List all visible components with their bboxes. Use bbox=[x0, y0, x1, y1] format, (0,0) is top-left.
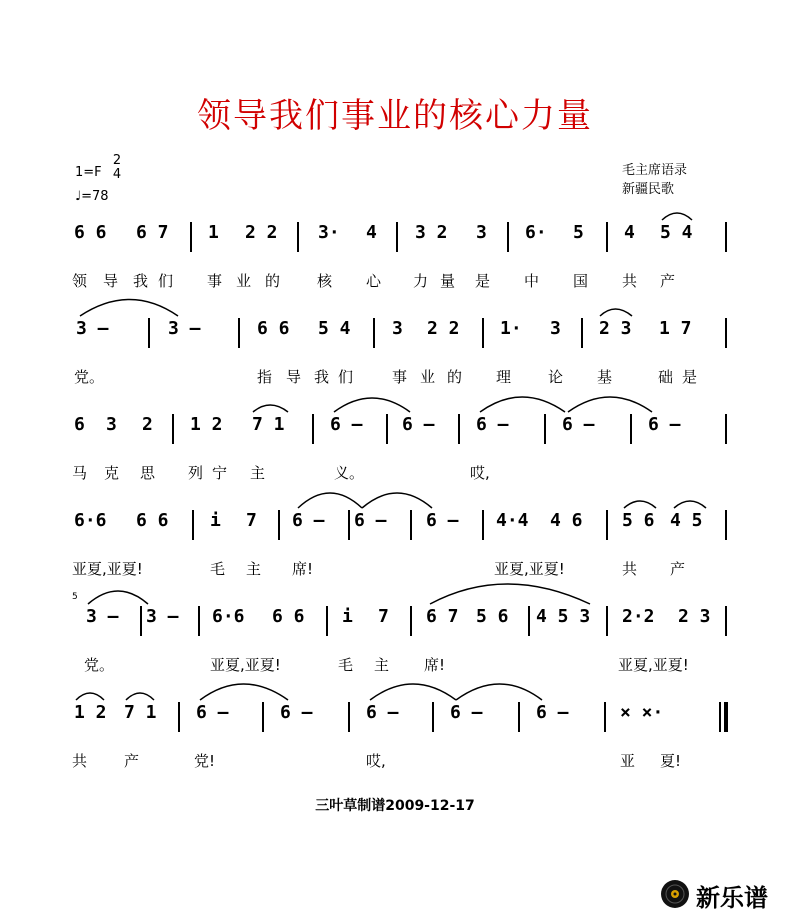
lyric: 毛 bbox=[210, 560, 226, 578]
bar-line bbox=[725, 414, 727, 444]
lyric-source: 毛主席语录 bbox=[622, 163, 688, 178]
lyric: 哎, bbox=[366, 752, 386, 770]
bar-line bbox=[432, 702, 434, 732]
song-title: 领导我们事业的核心力量 bbox=[197, 96, 593, 136]
bar-line bbox=[386, 414, 388, 444]
note: 6 – bbox=[402, 414, 435, 435]
lyric: 党。 bbox=[74, 368, 105, 386]
note: 6 – bbox=[196, 702, 229, 723]
note: 7 bbox=[246, 510, 257, 531]
site-logo bbox=[660, 878, 768, 913]
bar-line bbox=[348, 702, 350, 732]
note: 3 – bbox=[168, 318, 201, 339]
note: 2 bbox=[142, 414, 153, 435]
bar-line bbox=[725, 222, 727, 252]
note: 6 – bbox=[366, 702, 399, 723]
note: 3 bbox=[106, 414, 117, 435]
note: 6 – bbox=[648, 414, 681, 435]
lyric: 我 bbox=[314, 368, 330, 386]
note: 1 bbox=[208, 222, 219, 243]
note: 2 3 bbox=[599, 318, 632, 339]
note: 4 bbox=[624, 222, 635, 243]
breath-mark: 5 bbox=[72, 592, 78, 602]
bar-line bbox=[606, 510, 608, 540]
note: 4 bbox=[366, 222, 377, 243]
key-signature: 1=F bbox=[75, 165, 102, 180]
lyric: 核 bbox=[317, 272, 333, 290]
lyric: 业 bbox=[236, 272, 252, 290]
note: 3 2 bbox=[415, 222, 448, 243]
note: 6 6 bbox=[257, 318, 290, 339]
bar-line bbox=[178, 702, 180, 732]
note: 6 – bbox=[280, 702, 313, 723]
note: 6 – bbox=[536, 702, 569, 723]
lyric: 是 bbox=[475, 272, 491, 290]
bar-line bbox=[581, 318, 583, 348]
bar-line bbox=[725, 606, 727, 636]
lyric: 共 bbox=[72, 752, 88, 770]
note: 4 5 3 bbox=[536, 606, 591, 627]
bar-line bbox=[326, 606, 328, 636]
bar-line bbox=[725, 318, 727, 348]
note: 1 7 bbox=[659, 318, 692, 339]
bar-line bbox=[482, 510, 484, 540]
lyric: 亚 bbox=[620, 752, 636, 770]
score-row-6 bbox=[0, 702, 790, 798]
lyric: 共 bbox=[622, 560, 638, 578]
lyric: 主 bbox=[374, 656, 390, 674]
note: 4·4 bbox=[496, 510, 529, 531]
bar-line bbox=[604, 702, 606, 732]
footer-credit: 三叶草制谱2009-12-17 bbox=[315, 798, 475, 814]
lyric: 席! bbox=[424, 656, 446, 674]
lyric: 亚夏,亚夏! bbox=[210, 656, 281, 674]
time-signature-bottom: 4 bbox=[112, 167, 122, 182]
note: 6 – bbox=[354, 510, 387, 531]
note: 6· bbox=[525, 222, 547, 243]
note: i bbox=[210, 510, 221, 531]
lyric: 主 bbox=[250, 464, 266, 482]
lyric: 毛 bbox=[338, 656, 354, 674]
lyric: 们 bbox=[338, 368, 354, 386]
lyric: 党。 bbox=[84, 656, 115, 674]
bar-line bbox=[297, 222, 299, 252]
note: 4 6 bbox=[550, 510, 583, 531]
note: 3 bbox=[550, 318, 561, 339]
bar-line bbox=[238, 318, 240, 348]
bar-line bbox=[140, 606, 142, 636]
note: 1 2 bbox=[74, 702, 107, 723]
bar-line bbox=[725, 510, 727, 540]
lyric: 导 bbox=[286, 368, 302, 386]
note: i bbox=[342, 606, 353, 627]
bar-line bbox=[198, 606, 200, 636]
bar-line bbox=[410, 606, 412, 636]
lyric: 业 bbox=[420, 368, 436, 386]
note: 3· bbox=[318, 222, 340, 243]
final-bar-line-thin bbox=[719, 702, 721, 732]
bar-line bbox=[396, 222, 398, 252]
note: 6 7 bbox=[136, 222, 169, 243]
lyric: 我 bbox=[133, 272, 149, 290]
bar-line bbox=[482, 318, 484, 348]
note: 3 – bbox=[146, 606, 179, 627]
note: 6 – bbox=[292, 510, 325, 531]
lyric: 的 bbox=[265, 272, 281, 290]
note: 6 6 bbox=[272, 606, 305, 627]
note: 1 2 bbox=[190, 414, 223, 435]
note: 6 bbox=[74, 414, 85, 435]
note: 1· bbox=[500, 318, 522, 339]
bar-line bbox=[507, 222, 509, 252]
bar-line bbox=[373, 318, 375, 348]
lyric: 力 bbox=[413, 272, 429, 290]
lyric: 党! bbox=[194, 752, 216, 770]
lyric: 中 bbox=[524, 272, 540, 290]
note: 2 3 bbox=[678, 606, 711, 627]
bar-line bbox=[410, 510, 412, 540]
note: 6 – bbox=[426, 510, 459, 531]
note: 4 5 bbox=[670, 510, 703, 531]
note: 5 4 bbox=[318, 318, 351, 339]
tempo-marking: ♩=78 bbox=[75, 189, 109, 204]
lyric: 主 bbox=[246, 560, 262, 578]
lyric: 事 bbox=[207, 272, 223, 290]
note: 3 bbox=[476, 222, 487, 243]
lyric: 亚夏,亚夏! bbox=[494, 560, 565, 578]
lyric: 亚夏,亚夏! bbox=[618, 656, 689, 674]
note: 6 – bbox=[450, 702, 483, 723]
note: 6 6 bbox=[136, 510, 169, 531]
lyric: 论 bbox=[548, 368, 564, 386]
note: 6 – bbox=[562, 414, 595, 435]
note: 5 6 bbox=[622, 510, 655, 531]
bar-line bbox=[458, 414, 460, 444]
lyric: 们 bbox=[158, 272, 174, 290]
bar-line bbox=[190, 222, 192, 252]
lyric: 克 bbox=[104, 464, 120, 482]
lyric: 基 bbox=[597, 368, 613, 386]
note: 2 2 bbox=[245, 222, 278, 243]
lyric: 是 bbox=[682, 368, 698, 386]
bar-line bbox=[262, 702, 264, 732]
lyric: 产 bbox=[124, 752, 140, 770]
logo-text: 新乐谱 bbox=[696, 884, 768, 912]
lyric: 产 bbox=[670, 560, 686, 578]
lyric: 夏! bbox=[660, 752, 682, 770]
note: 7 1 bbox=[124, 702, 157, 723]
note: 5 6 bbox=[476, 606, 509, 627]
note: 6 6 bbox=[74, 222, 107, 243]
lyric: 列 bbox=[188, 464, 204, 482]
note: 3 – bbox=[76, 318, 109, 339]
note: 6 7 bbox=[426, 606, 459, 627]
song-origin: 新疆民歌 bbox=[622, 182, 675, 197]
lyric: 亚夏,亚夏! bbox=[72, 560, 143, 578]
lyric: 共 bbox=[622, 272, 638, 290]
lyric: 义。 bbox=[334, 464, 365, 482]
bar-line bbox=[528, 606, 530, 636]
note: 7 1 bbox=[252, 414, 285, 435]
note: 3 – bbox=[86, 606, 119, 627]
lyric: 国 bbox=[573, 272, 589, 290]
bar-line bbox=[172, 414, 174, 444]
bar-line bbox=[606, 222, 608, 252]
bar-line bbox=[630, 414, 632, 444]
lyric: 导 bbox=[103, 272, 119, 290]
lyric: 宁 bbox=[212, 464, 228, 482]
lyric: 心 bbox=[366, 272, 382, 290]
bar-line bbox=[148, 318, 150, 348]
note: 5 4 bbox=[660, 222, 693, 243]
lyric: 的 bbox=[447, 368, 463, 386]
lyric: 领 bbox=[72, 272, 88, 290]
time-signature bbox=[110, 154, 124, 182]
note: 5 bbox=[573, 222, 584, 243]
bar-line bbox=[518, 702, 520, 732]
bar-line bbox=[192, 510, 194, 540]
lyric: 哎, bbox=[470, 464, 490, 482]
note: 2 2 bbox=[427, 318, 460, 339]
lyric: 思 bbox=[140, 464, 156, 482]
lyric: 马 bbox=[72, 464, 88, 482]
lyric: 础 bbox=[658, 368, 674, 386]
note: × ×· bbox=[620, 702, 664, 723]
bar-line bbox=[348, 510, 350, 540]
lyric: 理 bbox=[496, 368, 512, 386]
note: 7 bbox=[378, 606, 389, 627]
note: 6·6 bbox=[74, 510, 107, 531]
bar-line bbox=[312, 414, 314, 444]
vinyl-record-icon bbox=[660, 879, 690, 913]
bar-line bbox=[606, 606, 608, 636]
bar-line bbox=[278, 510, 280, 540]
lyric: 指 bbox=[257, 368, 273, 386]
note: 6 – bbox=[476, 414, 509, 435]
note: 2·2 bbox=[622, 606, 655, 627]
lyric: 席! bbox=[292, 560, 314, 578]
note: 3 bbox=[392, 318, 403, 339]
lyric: 量 bbox=[440, 272, 456, 290]
note: 6 – bbox=[330, 414, 363, 435]
final-bar-line-thick bbox=[724, 702, 728, 732]
time-signature-top: 2 bbox=[112, 153, 122, 168]
lyric: 产 bbox=[660, 272, 676, 290]
lyric: 事 bbox=[392, 368, 408, 386]
note: 6·6 bbox=[212, 606, 245, 627]
bar-line bbox=[544, 414, 546, 444]
